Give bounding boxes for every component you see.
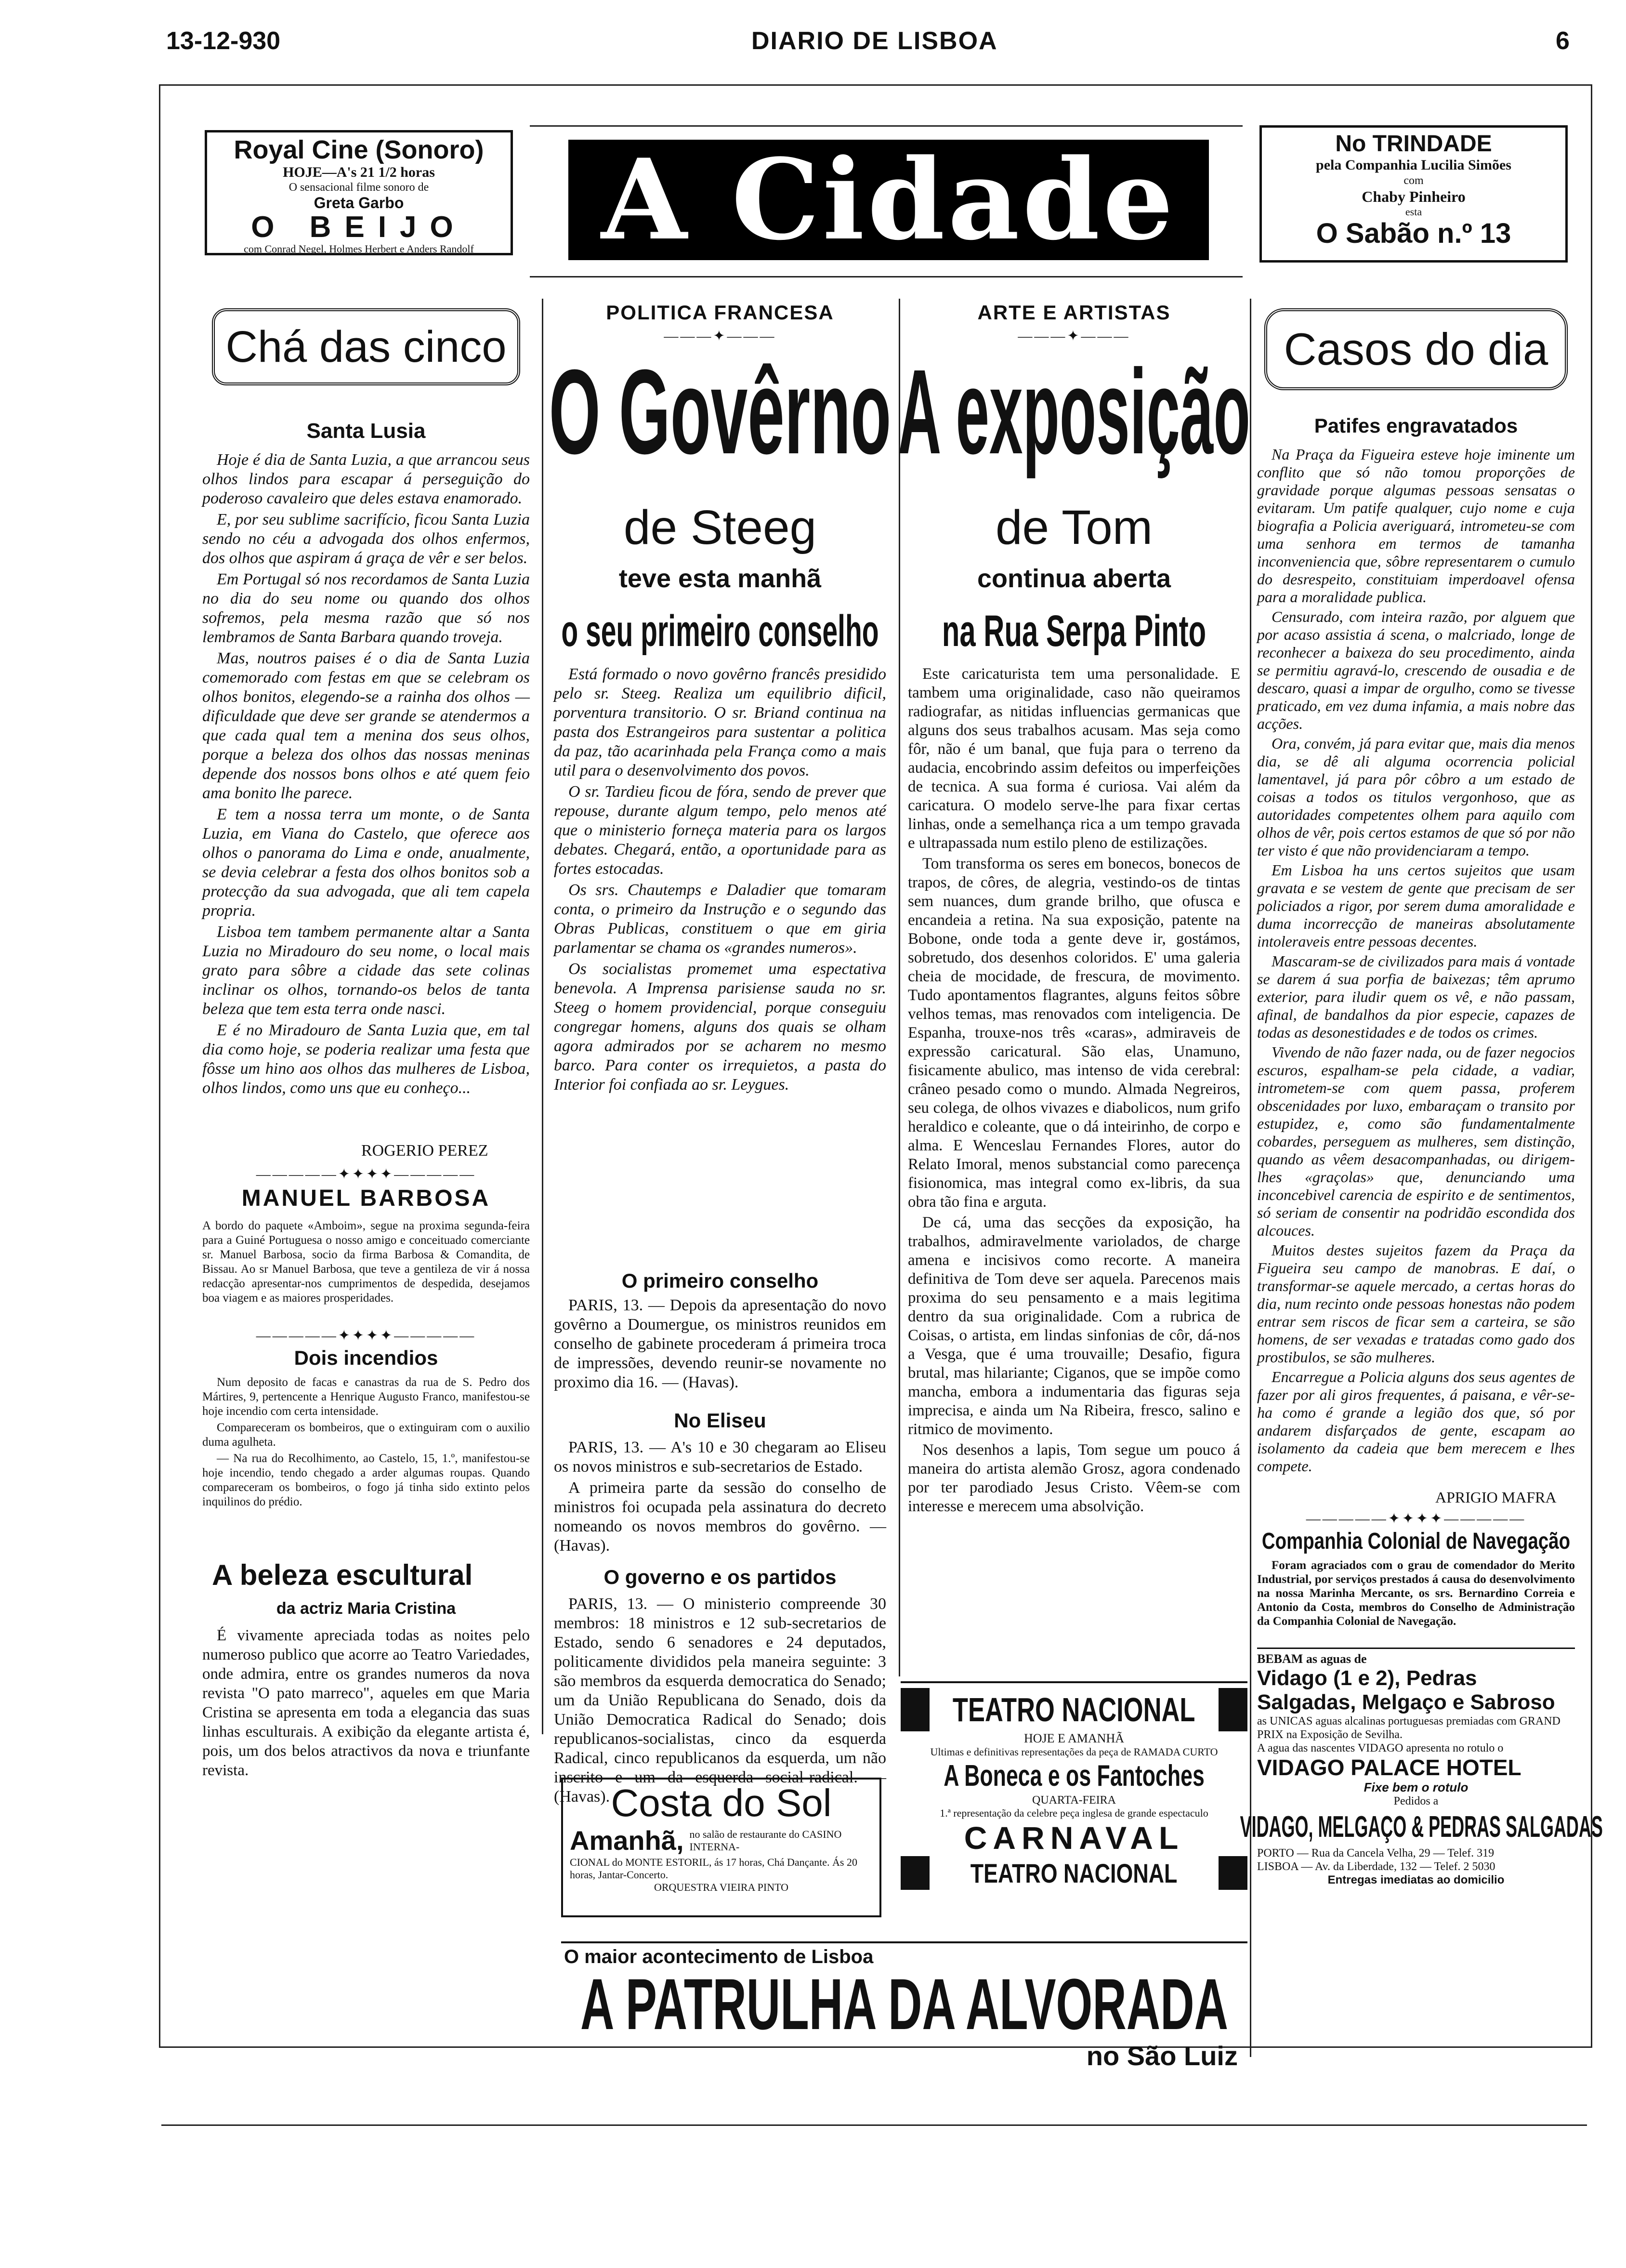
paragraph: E tem a nossa terra um monte, o de Santa Luzia, em Viana do Castelo, que oferece aos olhos o panorama do Lima e onde, anualmente, se devia celebrar a festa dos olhos bonitos sob a protecção da sua advogada, que ali tem capela propria. <box>202 805 530 920</box>
ornament-divider: —————✦✦✦✦————— <box>1306 1511 1526 1527</box>
ornament-divider: —————✦✦✦✦————— <box>256 1328 476 1344</box>
paragraph: Mas, noutros paises é o dia de Santa Luzia comemorado com festas em que se celebram os olhos bonitos, elegendo-se a rainha dos olhos — dificuldade que deve ser grande se atendermos a que cada qual tem a menina dos seus olhos, porque a beleza dos olhos das nossas meninas depende dos nossos bons olhos e até quem feio ama bonito lhe parece. <box>202 649 530 802</box>
section-casos-title: Casos do dia <box>1284 324 1548 374</box>
ad-royal-title: Royal Cine (Sonoro) <box>234 135 484 164</box>
signature: ROGERIO PEREZ <box>361 1142 488 1160</box>
ad-patrulha-where: no São Luiz <box>1086 2041 1238 2071</box>
paragraph: E, por seu sublime sacrifício, ficou Santa Luzia sendo no céu a advogada dos olhos enfermos, dos olhos que aspiram á graça de vêr e ser belos. <box>202 511 530 567</box>
ornament-divider: ———✦——— <box>1018 328 1130 344</box>
headline-deck-box <box>549 605 891 658</box>
ad-trindade-play: O Sabão n.º 13 <box>1316 218 1511 249</box>
black-block <box>1219 1688 1247 1731</box>
article-steeg <box>554 665 886 1267</box>
ad-vidago-pedidos: Pedidos a <box>1393 1795 1439 1807</box>
ornament-divider: ———✦——— <box>664 328 776 344</box>
paragraph: Os socialistas promemet uma espectativa benevola. A Imprensa parisiense sauda no sr. Steeg o homem providencial, porque conseguiu congregar homens, alguns dos quais se olham agora admirados por se acharem no mesmo barco. Para conter os irrequietos, a pasta do Interior foi confiada ao sr. Leygues. <box>554 960 886 1094</box>
paragraph: Na Praça da Figueira esteve hoje iminente um conflito que só não tomou proporções de gravidade porque algumas pessoas sensatas o evitaram. Um patife qualquer, cujo nome e cuja biografia a Policia averiguará, intrometeu-se com uma senhora em termos de tamanha inconveniencia que, sôbre representarem o cumulo do desrespeito, constituiam imperdoavel ofensa para a moralidade publica. <box>1257 446 1575 606</box>
paragraph: Nos desenhos a lapis, Tom segue um pouco á maneira do artista alemão Grosz, agora condenado por ter parodiado Jesus Cristo. Vêem-se com interesse e merecem uma absolvição. <box>908 1441 1240 1515</box>
paragraph: Foram agraciados com o grau de comendador do Merito Industrial, por serviços prestados á causa do desenvolvimento na nossa Marinha Mercante, os srs. Bernardino Correia e Antonio da Costa, membros do Conselho de Administração da Companhia Colonial de Navegação. <box>1257 1559 1575 1628</box>
black-block <box>901 1856 930 1890</box>
barbosa-text: A bordo do paquete «Amboim», segue na proxima segunda-feira para a Guiné Portuguesa o nosso amigo e conceituado comerciante sr. Manuel Barbosa, socio da firma Barbosa & Comandita, de Bissau. Ao sr Manuel Barbosa, que teve a gentileza de vir á nossa redacção apresentar-nos cumprimentos de despedida, desejamos boa viagem e as maiores prosperidades. <box>202 1219 530 1305</box>
ad-patrulha-top: O maior acontecimento de Lisboa <box>564 1946 874 1967</box>
paragraph: Mascaram-se de civilizados para mais á vontade se darem á sua porfia de baixezas; têm aprumo exterior, para iludir quem os vê, e não passam, afinal, de bandalhos da pior especie, capazes de todas as desonestidades e de todos os crimes. <box>1257 952 1575 1041</box>
ad-nacional-l2: Ultimas e definitivas representações da peça de RAMADA CURTO <box>930 1746 1218 1758</box>
ad-costa-l3: ORQUESTRA VIEIRA PINTO <box>654 1881 789 1893</box>
incendios-text <box>202 1375 530 1558</box>
paragraph: Os srs. Chautemps e Daladier que tomaram conta, o primeiro da Instrução e o segundo das Obras Publicas, constituem o que em giria parlamentar se chama os «grandes numeros». <box>554 881 886 957</box>
ad-nacional-play2: CARNAVAL <box>964 1820 1184 1856</box>
ad-costa-l1: no salão de restaurante do CASINO INTERNA- <box>689 1828 842 1853</box>
ornament-divider: —————✦✦✦✦————— <box>256 1166 476 1182</box>
headline-main: O Govêrno <box>549 344 892 479</box>
ad-vidago-entregas: Entregas imediatas ao domicilio <box>1327 1873 1505 1886</box>
ad-royal-time: HOJE—A's 21 1/2 horas <box>283 164 435 180</box>
colonial-title: Companhia Colonial de Navegação <box>1261 1529 1571 1554</box>
ad-vidago <box>1240 1648 1603 2073</box>
barbosa-title: MANUEL BARBOSA <box>241 1186 491 1211</box>
ad-nacional-title: TEATRO NACIONAL <box>953 1691 1195 1728</box>
headline-deck-2: na Rua Serpa Pinto <box>942 607 1206 656</box>
ad-bebam: BEBAM as aguas de <box>1257 1652 1367 1666</box>
paragraph: PARIS, 13. — Depois da apresentação do novo govêrno a Doumergue, os ministros reunidos em conselho de gabinete procederam á primeira troca de impressões, devendo reunir-se novamente no proximo dia 16. — (Havas). <box>554 1296 886 1391</box>
subhead: No Eliseu <box>674 1409 766 1432</box>
paragraph: Lisboa tem tambem permanente altar a Santa Luzia no Miradouro do seu nome, o local mais grato para sôbre a cidade das sete colinas inclinar os olhos, tornando-os belos de tanta beleza que tem esta terra onde nasci. <box>202 923 530 1018</box>
section-cha-title: Chá das cinco <box>225 322 507 371</box>
ad-teatro-nacional <box>901 1681 1247 1943</box>
ad-royal-cast: com Conrad Negel, Holmes Herbert e Anders Randolf <box>244 243 474 255</box>
paragraph: A primeira parte da sessão do conselho de ministros foi ocupada pela assinatura do decreto nomeando os novos membros do govêrno. — (Havas). <box>554 1479 886 1555</box>
masthead-title: A Cidade <box>601 135 1176 265</box>
ad-trindade-title: No TRINDADE <box>1335 131 1492 157</box>
colonial-title-box <box>1257 1527 1575 1556</box>
masthead-box <box>568 135 1209 265</box>
ad-vidago-hotel: VIDAGO PALACE HOTEL <box>1257 1755 1521 1780</box>
ad-vidago-l2: A agua das nascentes VIDAGO apresenta no rotulo o <box>1257 1742 1504 1754</box>
subhead: O governo e os partidos <box>603 1566 837 1588</box>
column-rule <box>542 299 543 1734</box>
article-patifes <box>1257 446 1575 1486</box>
article-title: Santa Lusia <box>306 419 426 443</box>
ad-costa-l2: CIONAL do MONTE ESTORIL, ás 17 horas, Chá Dançante. Ás 20 horas, Jantar-Concerto. <box>570 1856 857 1881</box>
paragraph: PARIS, 13. — O ministerio compreende 30 membros: 18 ministros e 12 sub-secretarios de Estado, sendo 6 senadores e 24 deputados, politicamente divididos pela maneira seguinte: 3 são membros da esquerda democratica do Senado; um da União Republicana do Senado, dois da União Democratica Radical do Senado; dois republicanos-socialistas, cinco da esquerda Radical, cinco republicanos da esquerda, um não inscrito e um da esquerda social-radical. — (Havas). <box>554 1595 886 1806</box>
ad-trindade-l2: com <box>1403 174 1424 187</box>
ad-costa-title: Costa do Sol <box>611 1781 832 1824</box>
article-santa-lusia <box>202 450 530 1139</box>
article-tom <box>908 665 1240 1672</box>
paragraph: Hoje é dia de Santa Luzia, a que arrancou seus olhos lindos para escapar á perseguição do poderoso cavaleiro que deles estava enamorado. <box>202 451 530 507</box>
paragraph: De cá, uma das secções da exposição, ha trabalhos, admiravelmente variolados, de charge amena e incisivos como recorte. A maneira definitiva de Tom deve ser aquela. Parecenos mais proxima do seu pensamento e a mais legitima dentro da sua originalidade. Com a rubrica de Coisas, o artista, em lindas sinfonias de côr, dá-nos a Vesga, que é uma trouvaille; Desafio, figura brutal, mas hilariante; Ciganos, que se impõe como mancha, embora a indumentaria das figuras seja imprecisa, e ainda um Na Ribeira, fresco, salino e ritmico de movimento. <box>908 1214 1240 1438</box>
paragraph: PARIS, 13. — A's 10 e 30 chegaram ao Eliseu os novos ministros e sub-secretarios de Estado. <box>554 1438 886 1476</box>
ad-royal-line: O sensacional filme sonoro de <box>288 181 429 194</box>
headline-main: A exposição <box>898 344 1250 479</box>
headline-box <box>898 342 1250 487</box>
headline-deck: continua aberta <box>977 564 1171 593</box>
headline-deck-2: o seu primeiro conselho <box>561 607 879 656</box>
subhead-text <box>554 1438 886 1563</box>
subhead: O primeiro conselho <box>621 1269 819 1292</box>
headline-deck: teve esta manhã <box>618 564 822 593</box>
ad-trindade <box>1259 125 1568 263</box>
ad-patrulha <box>561 1941 1247 2073</box>
paragraph: O sr. Tardieu ficou de fóra, sendo de prever que repouse, durante algum tempo, pelo menos até que o ministerio forneça materia para os largos debates. Chegará, então, a oportunidade para as fortes estocadas. <box>554 783 886 878</box>
ad-nacional-l1: HOJE E AMANHÃ <box>1024 1731 1124 1745</box>
ad-royal-film: O BEIJO <box>251 211 467 244</box>
ad-patrulha-title: A PATRULHA DA ALVORADA <box>580 1964 1229 2044</box>
ad-royal-star: Greta Garbo <box>314 194 404 211</box>
paragraph: Muitos destes sujeitos fazem da Praça da Figueira seu campo de manobras. E daí, o transformar-se aquele mercado, a certas horas do dia, num recinto onde pessoas honestas não podem entrar sem riscos de ficar sem a carteira, se são homens, de ser vexadas e tratadas como gado dos prostibulos, se são mulheres. <box>1257 1241 1575 1366</box>
paragraph: Num deposito de facas e canastras da rua de S. Pedro dos Mártires, 9, pertencente a Henrique Augusto Franco, manifestou-se hoje incendio com certa intensidade. <box>202 1376 530 1418</box>
page-date: 13-12-930 <box>166 27 281 55</box>
headline-sub: de Tom <box>995 501 1153 554</box>
headline-sub: de Steeg <box>623 501 817 554</box>
ad-nacional-footer: TEATRO NACIONAL <box>970 1858 1178 1888</box>
paragraph: Compareceram os bombeiros, que o extinguiram com o auxilio duma agulheta. <box>202 1421 530 1449</box>
ad-vidago-l1: as UNICAS aguas alcalinas portuguesas premiadas com GRAND PRIX na Exposição de Sevilha. <box>1257 1715 1560 1741</box>
paragraph: E é no Miradouro de Santa Luzia que, em tal dia como hoje, se poderia realizar uma festa que fôsse um hino aos olhos das mulheres de Lisboa, olhos lindos, como uns que eu conheço... <box>202 1021 530 1097</box>
ad-vidago-lisboa: LISBOA — Av. da Liberdade, 132 — Telef. 2 5030 <box>1257 1860 1495 1873</box>
ad-vidago-porto: PORTO — Rua da Cancela Velha, 29 — Telef. 319 <box>1257 1847 1495 1859</box>
ad-vidago-fixe: Fixe bem o rotulo <box>1364 1780 1469 1794</box>
paragraph: Está formado o novo govêrno francês presidido pelo sr. Steeg. Realiza um equilibrio dificil, porventura transitorio. O sr. Briand continua na pasta dos Estrangeiros para sustentar a politica da paz, tão acarinhada pela França como a mais util para o desenvolvimento dos povos. <box>554 665 886 779</box>
paragraph: Ora, convém, já para evitar que, mais dia menos dia, se dê ali alguma ocorrencia policial lamentavel, já para pôr côbro a um estado de coisas a todos os titulos vergonhoso, que as autoridades competentes olhem para aquilo com olhos de vêr, pois certos estamos de que só por não ter visto é que não providenciaram a tempo. <box>1257 735 1575 859</box>
colonial-text <box>1257 1558 1575 1645</box>
paragraph: Censurado, com inteira razão, por alguem que por acaso assistia á scena, o malcriado, longe de reconhecer a baixeza do seu procedimento, ainda se permitiu agravá-lo, crescendo de ousadia e de descaro, quasi a impar de orgulho, como se tivesse praticado, em vez duma infamia, a mais nobre das acções. <box>1257 608 1575 732</box>
paragraph: É vivamente apreciada todas as noites pelo numeroso publico que acorre ao Teatro Variedades, onde admira, entre os grandes numeros da nova revista "O pato marreco", aqueles em que Maria Cristina se apresenta em toda a elegancia das suas linhas esculturais. A exibição da elegante artista é, pois, um dos belos atractivos da nova e triunfante revista. <box>202 1627 530 1779</box>
paragraph: Encarregue a Policia alguns dos seus agentes de fazer por ali giros frequentes, á paisana, e vêr-se-ha como é grande a legião dos que, só por andarem disfarçados de gente, escapam ao isolamento da cadeia que bem merecem e lhes compete. <box>1257 1368 1575 1475</box>
paper-name: DIARIO DE LISBOA <box>751 27 998 55</box>
beleza-text <box>202 1626 530 1876</box>
ad-trindade-l1: pela Companhia Lucilia Simões <box>1316 157 1511 173</box>
ad-vidago-waters: Vidago (1 e 2), Pedras Salgadas, Melgaço e Sabroso <box>1257 1666 1555 1714</box>
section-cha-das-cinco <box>212 308 520 385</box>
ad-trindade-l3: Chaby Pinheiro <box>1362 188 1466 205</box>
black-block <box>901 1688 930 1731</box>
beleza-title: A beleza escultural <box>212 1559 473 1591</box>
paragraph: Tom transforma os seres em bonecos, bonecos de trapos, de côres, de alegria, vestindo-os de tintas sem nuances, dum grande brilho, que ofusca e encandeia a retina. Na sua exposição, patente na Bobone, onde toda a gente deve ir, gostámos, sobretudo, dos desenhos coloridos. E' uma galeria cheia de mocidade, de frescura, de movimento. Tudo apontamentos flagrantes, alguns feitos sôbre velhos temas, mas renovados com inteligencia. De Espanha, trouxe-nos três «caras», admiraveis de expressão caricatural. São elas, Unamuno, fisicamente abulico, mas intenso de vida cerebral: crâneo pesado como o mundo. Almada Negreiros, seu colega, de olhos vivazes e diabolicos, num grifo heraldico e coleante, que o dá inteirinho, de corpo e alma. E Wenceslau Fernandes Flores, autor do Relato Imoral, menos substancial como parecença fisionomica, mas integral como ex-libris, da sua obra tão fina e arguta. <box>908 855 1240 1211</box>
ad-nacional-l4: 1.ª representação da celebre peça inglesa de grande espectaculo <box>940 1807 1208 1819</box>
paragraph: Vivendo de não fazer nada, ou de fazer negocios escuros, espalham-se pela cidade, a vadiar, intrometem-se com quem passa, proferem obscenidades por luxo, embaraçam o transito por estupidez, e, como são fundamentalmente cobardes, perseguem as mulheres, sem distinção, quando as vêem desacompanhadas, ou dirigem-lhes «graçolas» que, denunciando uma inconcebivel carencia de espirito e de sentimentos, só seriam de consentir na podridão escondida dos alcouces. <box>1257 1043 1575 1239</box>
paragraph: Este caricaturista tem uma personalidade. E tambem uma originalidade, caso não queiramos radiografar, as nitidas influencias germanicas que alguns dos seus trabalhos acusam. Mas seja como fôr, não é um banal, que fuja para o terreno da audacia, encobrindo assim defeitos ou imperfeições de tecnica. A sua forma é curiosa. Vai além da caricatura. O modelo serve-lhe para fixar certas linhas, onde a semelhança rica a um tempo gravada e ultrapassada num estilo pleno de estilizações. <box>908 665 1240 852</box>
page-number: 6 <box>1556 27 1570 55</box>
section-casos-do-dia <box>1264 308 1568 390</box>
column-rule <box>899 299 900 1676</box>
paragraph: — Na rua do Recolhimento, ao Castelo, 15, 1.º, manifestou-se hoje incendio, tendo chegado a arder algumas roupas. Quando compareceram os bombeiros, o fogo já tinha sido extinto pelos inquilinos do prédio. <box>202 1452 530 1508</box>
incendios-title: Dois incendios <box>294 1346 438 1369</box>
ad-costa-amanha: Amanhã, <box>570 1825 684 1856</box>
signature: APRIGIO MAFRA <box>1435 1489 1557 1506</box>
kicker: ARTE E ARTISTAS <box>977 301 1171 324</box>
beleza-subtitle: da actriz Maria Cristina <box>276 1599 456 1618</box>
headline-deck-box <box>905 605 1243 658</box>
ad-royal-cine <box>205 130 513 255</box>
headline-box <box>549 342 891 487</box>
column-rule <box>1250 299 1251 2057</box>
kicker: POLITICA FRANCESA <box>606 301 834 324</box>
ad-vidago-firm: VIDAGO, MELGAÇO & PEDRAS SALGADAS <box>1240 1810 1603 1844</box>
article-title: Patifes engravatados <box>1314 414 1518 437</box>
paragraph: Em Lisboa ha uns certos sujeitos que usam gravata e se vestem de gente que precisam de ser policiados a rigor, por serem duma amoralidade e duma incorrecção de maneiras absolutamente intoleraveis entre pessoas decentes. <box>1257 861 1575 950</box>
ad-nacional-l3: QUARTA-FEIRA <box>1032 1794 1116 1806</box>
ad-nacional-play: A Boneca e os Fantoches <box>944 1759 1205 1793</box>
paragraph: Em Portugal só nos recordamos de Santa Luzia no dia do seu nome ou quando dos olhos sofremos, pela mesma razão que só nos lembramos de Santa Barbara quando troveja. <box>202 570 530 646</box>
black-block <box>1219 1856 1247 1890</box>
ad-costa-do-sol <box>561 1778 881 1917</box>
subhead-text <box>554 1296 886 1407</box>
ad-trindade-l4: esta <box>1405 206 1422 218</box>
bottom-rule <box>161 2124 1587 2126</box>
